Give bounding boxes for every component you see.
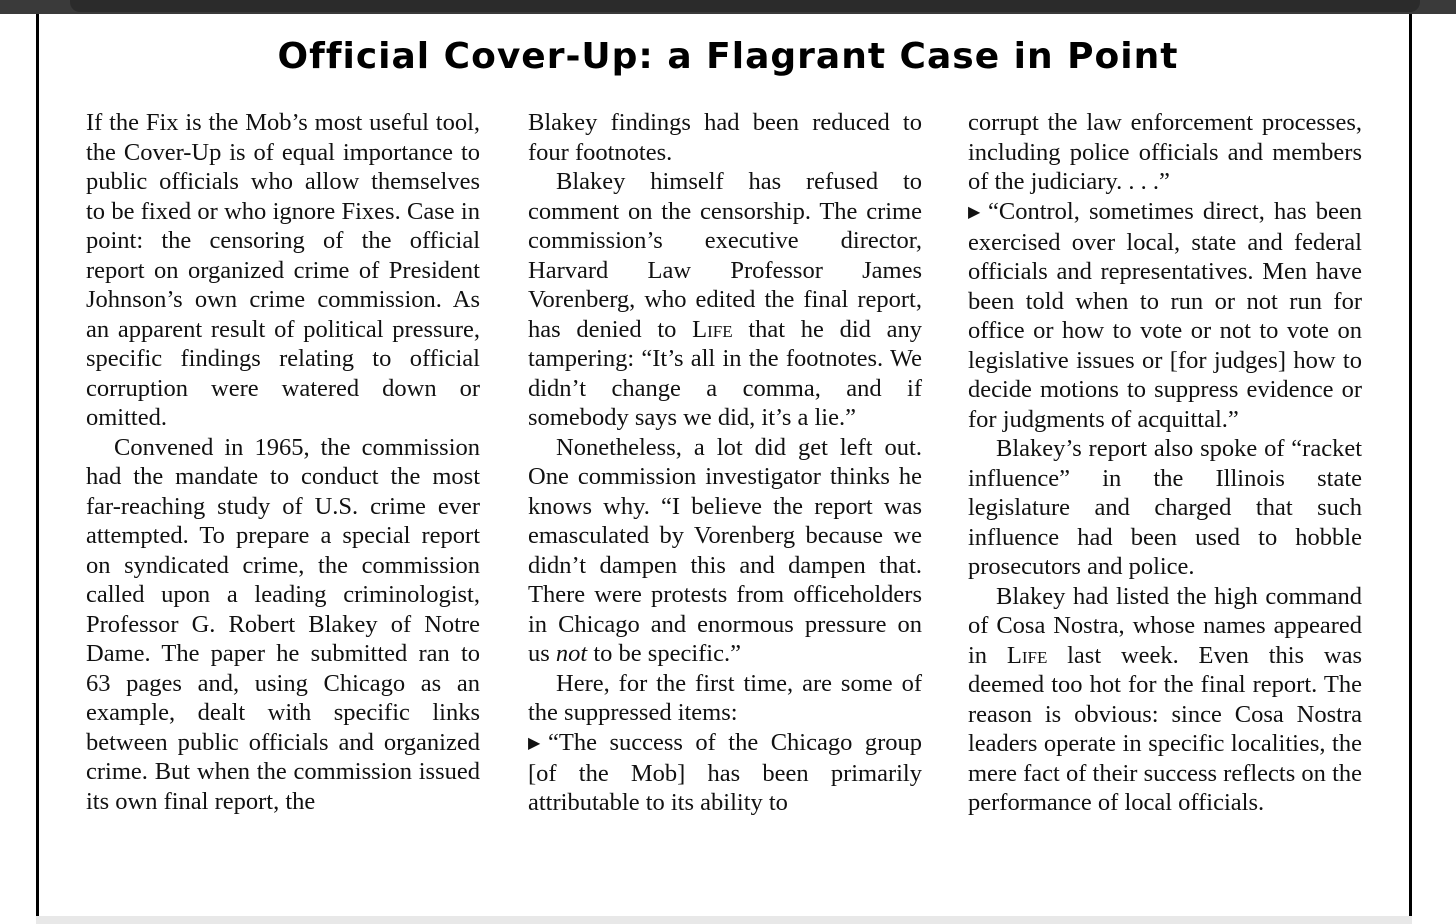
paragraph-text: “The success of the Chicago group [of the Mob] has been primarily attributable to its ability to — [528, 728, 922, 817]
paragraph-text: Blakey’s report also spoke of “racket influence” in the Illinois state legislature and charged that such influence had been used to hobble prosecutors and police. — [968, 435, 1362, 581]
article-paragraph — [528, 108, 922, 167]
article-paragraph — [968, 197, 1362, 435]
paragraph-text: If the Fix is the Mob’s most useful tool, the Cover-Up is of equal importance to public officials who allow themselves to be fixed or who ignore Fixes. Case in point: the censoring of the official report on organized crime of President Johnson’s own crime commission. As an apparent result of political pressure, specific findings relating to official corruption were watered down or omitted. — [86, 109, 480, 431]
article-paragraph — [86, 108, 480, 433]
article-paragraph — [86, 433, 480, 817]
paragraph-text: that he did any tampering: “It’s all in the footnotes. We didn’t change a comma, and if somebody says we did, it’s a lie.” — [528, 315, 922, 431]
article-column-1 — [86, 108, 480, 816]
article-paragraph — [968, 582, 1362, 818]
paragraph-text: Here, for the first time, are some of the suppressed items: — [528, 669, 922, 726]
magazine-name: Life — [1006, 641, 1048, 669]
bullet-arrow-icon: ▶ — [968, 204, 981, 222]
browser-tab-strip — [70, 0, 1420, 12]
paragraph-text: Blakey himself has refused to comment on the censorship. The crime commission’s executive director, Harvard Law Professor James Vorenberg, who edited the final report, has denied to — [528, 168, 922, 343]
article-column-2 — [528, 108, 922, 818]
paragraph-text: “Control, sometimes direct, has been exercised over local, state and federal officials and representatives. Men have been told when to run or not run for office or how to vote or not to vote on legislative issues or [for judges] how to decide motions to suppress evidence or for judgments of acquittal.” — [968, 197, 1362, 433]
paragraph-text: to be specific.” — [587, 640, 741, 667]
article-column-3 — [968, 108, 1362, 818]
paragraph-text: last week. Even this was deemed too hot for the final report. The reason is obvious: since Cosa Nostra leaders operate in specific localities, the mere fact of their success reflects on the performance of local officials. — [968, 641, 1362, 817]
article-paragraph — [528, 433, 922, 669]
article-paragraph — [528, 728, 922, 818]
paragraph-text: Nonetheless, a lot did get left out. One commission investigator thinks he knows why. “I believe the report was emasculated by Vorenberg because we didn’t dampen this and dampen that. There were protests from officeholders in Chicago and enormous pressure on us — [528, 433, 922, 667]
article-bottom-edge — [36, 916, 1412, 924]
emphasis-text: not — [555, 640, 588, 667]
paragraph-text: Blakey findings had been reduced to four footnotes. — [528, 109, 922, 166]
article-paragraph — [968, 108, 1362, 197]
paragraph-text: corrupt the law enforcement processes, including police officials and members of the judiciary. . . .” — [968, 109, 1362, 195]
bullet-arrow-icon: ▶ — [528, 735, 541, 753]
article-paragraph — [968, 434, 1362, 582]
article-title: Official Cover-Up: a Flagrant Case in Point — [277, 36, 1179, 77]
article-paragraph — [528, 167, 922, 433]
browser-top-bar — [0, 0, 1456, 14]
magazine-name: Life — [692, 315, 733, 343]
article-paragraph — [528, 669, 922, 728]
paragraph-text: Convened in 1965, the commission had the mandate to conduct the most far-reaching study of U.S. crime ever attempted. To prepare a special report on syndicated crime, the commission called upon a leading criminologist, Professor G. Robert Blakey of Notre Dame. The paper he submitted ran to 63 pages and, using Chicago as an example, dealt with specific links between public officials and organized crime. But when the commission issued its own final report, the — [86, 433, 480, 815]
paragraph-text: Blakey had listed the high command of Cosa Nostra, whose names appeared in — [968, 582, 1362, 669]
